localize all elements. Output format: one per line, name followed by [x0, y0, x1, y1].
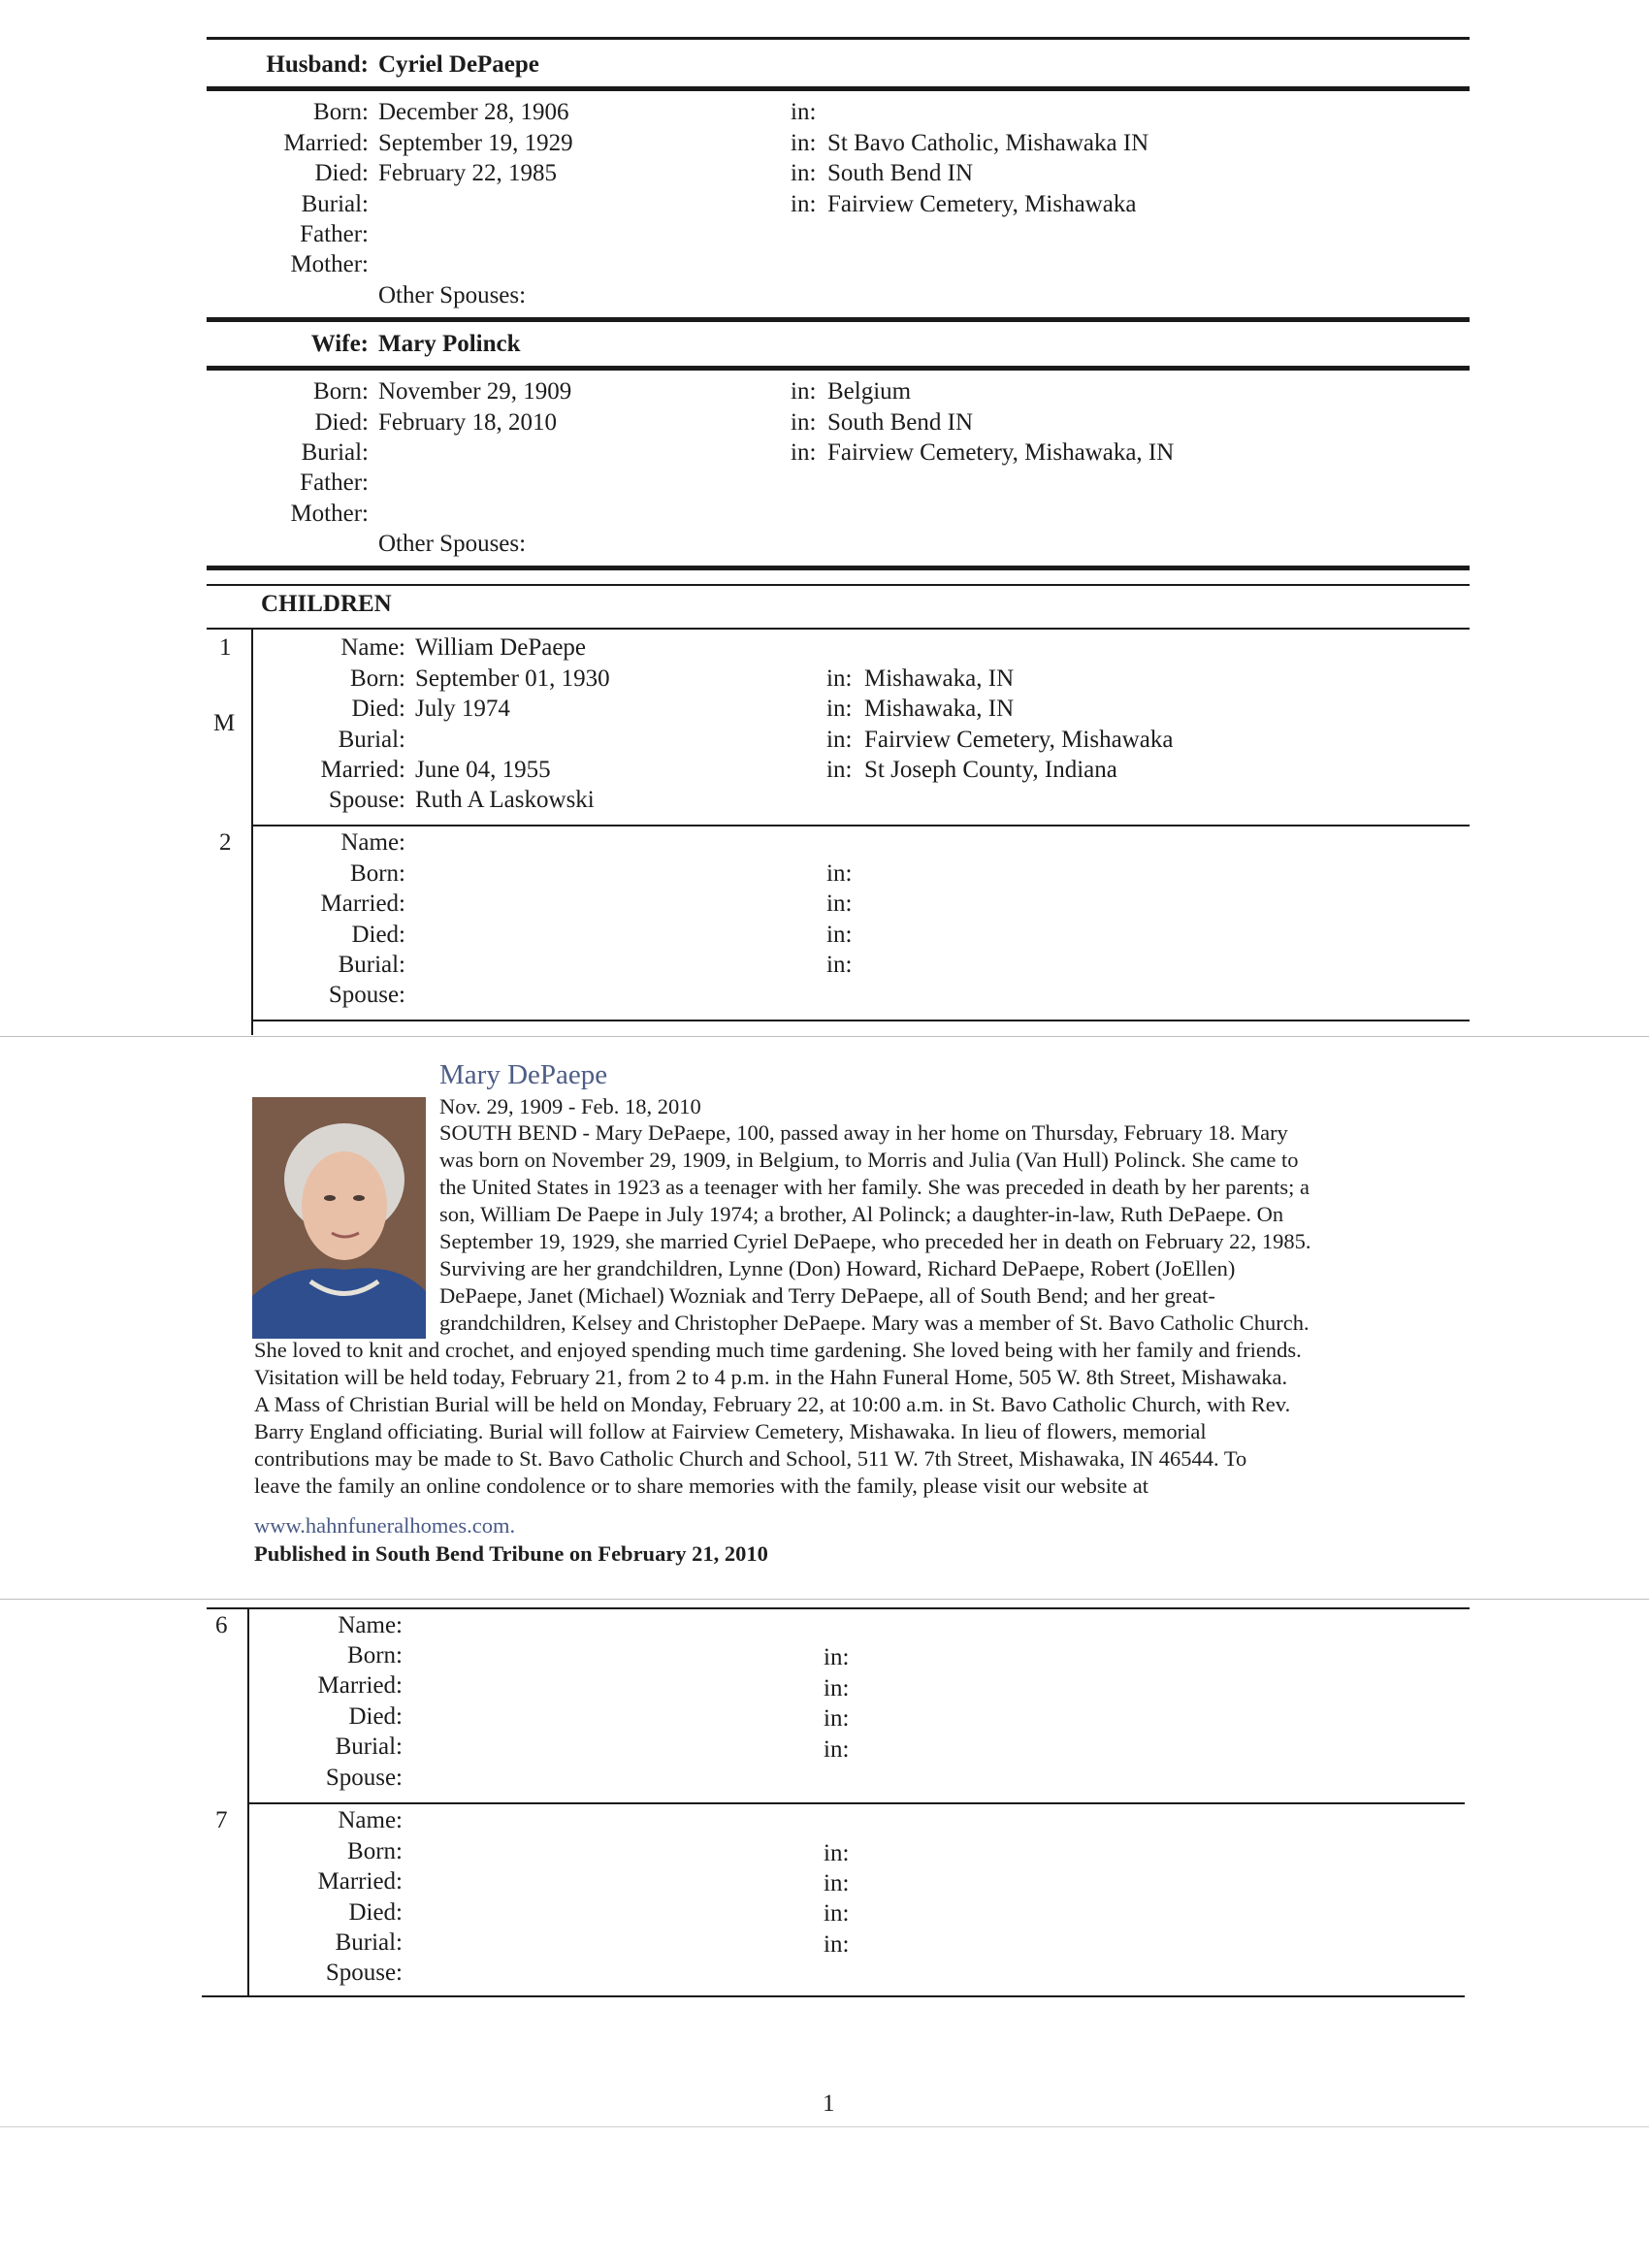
wife-father-label: Father: [300, 470, 369, 496]
child-spouse-label: Spouse: [325, 1765, 403, 1791]
obituary-website-link[interactable]: www.hahnfuneralhomes.com. [254, 1513, 516, 1538]
child-burial-label: Burial: [338, 727, 405, 753]
husband-label: Husband: [266, 51, 369, 78]
child-sex: M [213, 710, 236, 736]
obituary-published: Published in South Bend Tribune on February 21, 2010 [254, 1541, 768, 1566]
wife-died-label: Died: [314, 409, 369, 436]
child-number: 6 [215, 1612, 228, 1638]
page-number: 1 [823, 2090, 835, 2117]
obituary-dates: Nov. 29, 1909 - Feb. 18, 2010 [439, 1094, 701, 1118]
child-name-value: William DePaepe [415, 634, 587, 661]
child-died-place: Mishawaka, IN [864, 696, 1015, 722]
child-born-in: in: [826, 665, 853, 692]
obituary-name: Mary DePaepe [439, 1059, 608, 1090]
husband-married-place: St Bavo Catholic, Mishawaka IN [827, 130, 1149, 156]
obituary-line: grandchildren, Kelsey and Christopher DePaepe. Mary was a member of St. Bavo Catholic Church. [439, 1311, 1310, 1335]
child-married-label: Married: [320, 757, 405, 783]
husband-married-in: in: [791, 130, 817, 156]
child-died-in: in: [826, 922, 853, 948]
child-burial-label: Burial: [338, 952, 405, 978]
wife-header-rule [207, 366, 1470, 371]
children-header-rule [207, 628, 1470, 630]
child-married-in: in: [824, 1870, 850, 1896]
children-top-rule-thin [207, 584, 1470, 586]
child-died-in: in: [824, 1900, 850, 1927]
child-died-value: July 1974 [415, 696, 510, 722]
child-born-place: Mishawaka, IN [864, 665, 1015, 692]
husband-born-label: Born: [313, 99, 369, 125]
child-6-bottom-rule [247, 1802, 1465, 1804]
child-number-divider-lower [247, 1607, 249, 1995]
wife-died-value: February 18, 2010 [378, 409, 557, 436]
obituary-line: DePaepe, Janet (Michael) Wozniak and Terry DePaepe, all of South Bend; and her great- [439, 1283, 1215, 1308]
husband-burial-label: Burial: [301, 191, 369, 217]
child-born-in: in: [824, 1644, 850, 1670]
obituary-line: She loved to knit and crochet, and enjoyed spending much time gardening. She loved being with her family and friends. [254, 1338, 1302, 1362]
child-burial-label: Burial: [335, 1929, 403, 1956]
child-1-bottom-rule [251, 825, 1470, 826]
child-married-value: June 04, 1955 [415, 757, 551, 783]
husband-header-rule [207, 86, 1470, 91]
child-born-label: Born: [350, 860, 405, 887]
wife-top-rule [207, 317, 1470, 322]
child-spouse-label: Spouse: [328, 982, 405, 1008]
husband-died-value: February 22, 1985 [378, 160, 557, 186]
obituary-line: Surviving are her grandchildren, Lynne (Don) Howard, Richard DePaepe, Robert (JoEllen) [439, 1256, 1236, 1280]
obituary-line: contributions may be made to St. Bavo Catholic Church and School, 511 W. 7th Street, Mishawaka, IN 46544. To [254, 1446, 1247, 1471]
child-burial-place: Fairview Cemetery, Mishawaka [864, 727, 1174, 753]
child-born-in: in: [826, 860, 853, 887]
obituary-line: SOUTH BEND - Mary DePaepe, 100, passed away in her home on Thursday, February 18. Mary [439, 1120, 1288, 1145]
husband-married-value: September 19, 1929 [378, 130, 573, 156]
wife-burial-label: Burial: [301, 439, 369, 466]
husband-born-in: in: [791, 99, 817, 125]
child-spouse-value: Ruth A Laskowski [415, 787, 595, 813]
husband-top-rule [207, 37, 1470, 40]
obituary-line: Barry England officiating. Burial will follow at Fairview Cemetery, Mishawaka. In lieu of flowers, memorial [254, 1419, 1207, 1443]
child-burial-in: in: [824, 1931, 850, 1958]
obituary-line: A Mass of Christian Burial will be held on Monday, February 22, at 10:00 a.m. in St. Bavo Catholic Church, with Rev. [254, 1392, 1291, 1416]
wife-born-label: Born: [313, 378, 369, 405]
obituary-line: Visitation will be held today, February 21, from 2 to 4 p.m. in the Hahn Funeral Home, 505 W. 8th Street, Mishawaka. [254, 1365, 1288, 1389]
obituary-photo [252, 1097, 426, 1339]
child-died-in: in: [826, 696, 853, 722]
wife-mother-label: Mother: [290, 501, 369, 527]
child-died-in: in: [824, 1705, 850, 1732]
child-died-label: Died: [351, 922, 405, 948]
lower-table-bottom-rule [202, 1995, 1465, 1997]
child-born-in: in: [824, 1840, 850, 1866]
child-married-label: Married: [320, 891, 405, 917]
child-burial-label: Burial: [335, 1733, 403, 1760]
child-spouse-label: Spouse: [328, 787, 405, 813]
children-header: CHILDREN [261, 591, 392, 617]
child-born-label: Born: [347, 1642, 403, 1669]
child-number: 2 [219, 829, 232, 856]
obituary-line: September 19, 1929, she married Cyriel DePaepe, who preceded her in death on February 22, 1985. [439, 1229, 1311, 1253]
child-died-label: Died: [348, 1899, 403, 1926]
husband-died-label: Died: [314, 160, 369, 186]
child-spouse-label: Spouse: [325, 1960, 403, 1986]
obituary-line: the United States in 1923 as a teenager with her family. She was preceded in death by her parents; a [439, 1175, 1310, 1199]
child-died-label: Died: [348, 1703, 403, 1730]
wife-name: Mary Polinck [378, 331, 521, 357]
husband-born-value: December 28, 1906 [378, 99, 569, 125]
husband-father-label: Father: [300, 221, 369, 247]
child-burial-in: in: [826, 727, 853, 753]
wife-born-value: November 29, 1909 [378, 378, 572, 405]
child-married-label: Married: [317, 1672, 403, 1699]
wife-burial-in: in: [791, 439, 817, 466]
husband-name: Cyriel DePaepe [378, 51, 539, 78]
page-bottom-edge [0, 2126, 1649, 2127]
husband-died-in: in: [791, 160, 817, 186]
husband-other-spouses: Other Spouses: [378, 282, 527, 308]
clipping-bottom-edge [0, 1599, 1649, 1600]
obituary-line: was born on November 29, 1909, in Belgium, to Morris and Julia (Van Hull) Polinck. She came to [439, 1148, 1299, 1172]
child-2-bottom-rule [251, 1020, 1470, 1021]
child-died-label: Died: [351, 696, 405, 722]
child-name-label: Name: [338, 1612, 403, 1638]
child-number-divider-upper [251, 628, 253, 1035]
husband-burial-in: in: [791, 191, 817, 217]
child-born-label: Born: [350, 665, 405, 692]
wife-died-place: South Bend IN [827, 409, 973, 436]
wife-other-spouses: Other Spouses: [378, 531, 527, 557]
wife-label: Wife: [310, 331, 369, 357]
child-married-in: in: [826, 757, 853, 783]
wife-born-place: Belgium [827, 378, 912, 405]
child-burial-in: in: [824, 1736, 850, 1763]
wife-burial-place: Fairview Cemetery, Mishawaka, IN [827, 439, 1175, 466]
child-born-label: Born: [347, 1838, 403, 1864]
child-name-label: Name: [340, 829, 405, 856]
obituary-line: leave the family an online condolence or to share memories with the family, please visit our website at [254, 1474, 1148, 1498]
child-married-in: in: [826, 891, 853, 917]
child-burial-in: in: [826, 952, 853, 978]
children-top-rule [207, 566, 1470, 570]
child-name-label: Name: [338, 1807, 403, 1833]
husband-died-place: South Bend IN [827, 160, 973, 186]
lower-table-top-rule [207, 1607, 1470, 1609]
child-number: 7 [215, 1807, 228, 1833]
child-married-in: in: [824, 1675, 850, 1701]
wife-born-in: in: [791, 378, 817, 405]
husband-burial-place: Fairview Cemetery, Mishawaka [827, 191, 1137, 217]
obituary-line: son, William De Paepe in July 1974; a brother, Al Polinck; a daughter-in-law, Ruth DePaepe. On [439, 1202, 1284, 1226]
child-married-label: Married: [317, 1868, 403, 1895]
child-born-value: September 01, 1930 [415, 665, 610, 692]
husband-mother-label: Mother: [290, 251, 369, 277]
clipping-top-edge [0, 1036, 1649, 1037]
husband-married-label: Married: [283, 130, 369, 156]
child-name-label: Name: [340, 634, 405, 661]
child-married-place: St Joseph County, Indiana [864, 757, 1117, 783]
wife-died-in: in: [791, 409, 817, 436]
child-number: 1 [219, 634, 232, 661]
portrait-photo-icon [252, 1097, 426, 1339]
